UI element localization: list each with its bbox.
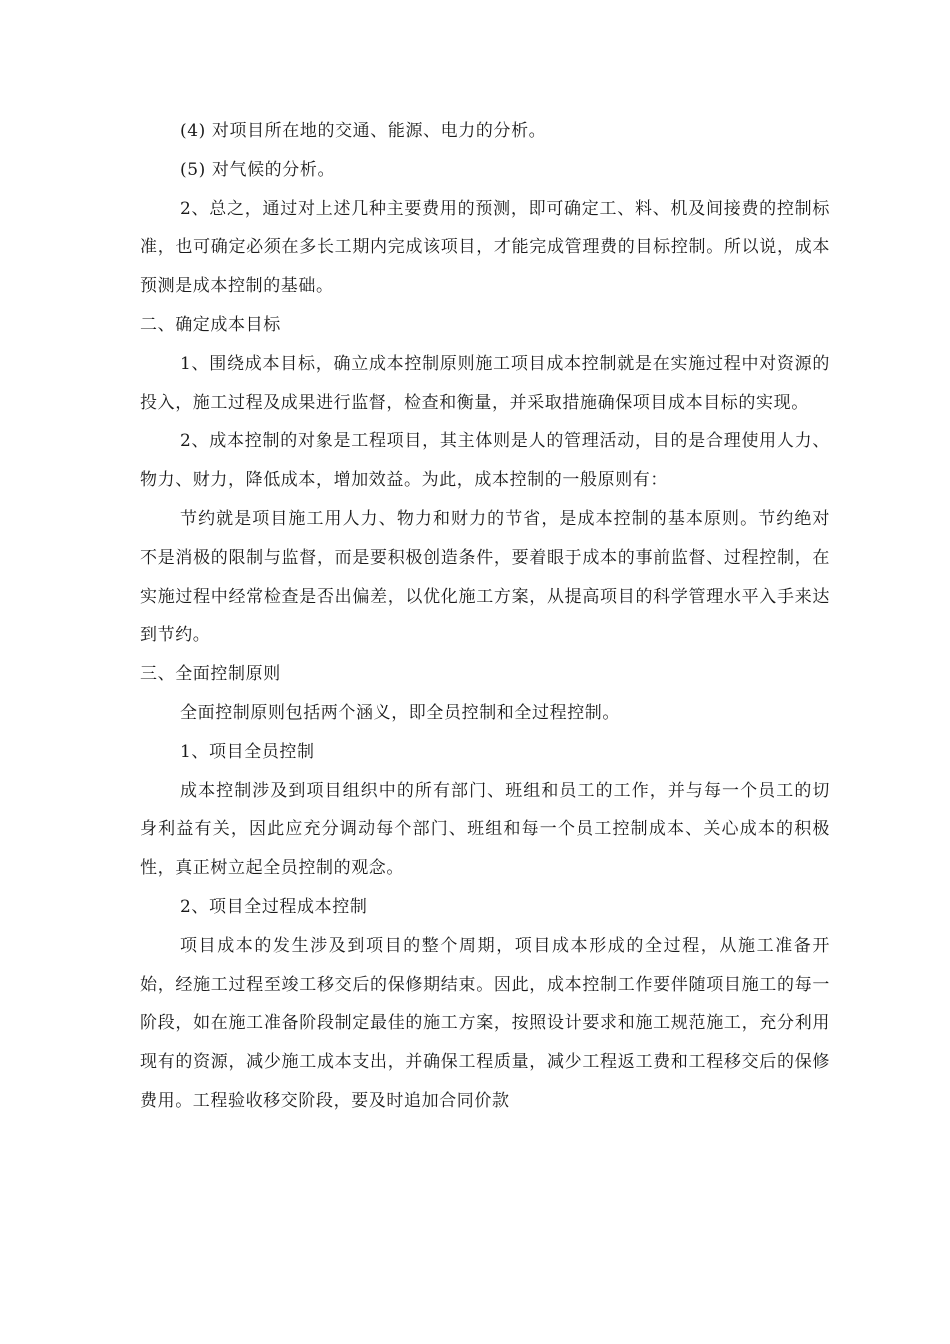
subheading-full-process-control: 2、项目全过程成本控制	[180, 896, 368, 917]
section-heading-full-control: 三、全面控制原则	[140, 664, 281, 685]
paragraph-control-object: 2、成本控制的对象是工程项目，其主体则是人的管理活动，目的是合理使用人力、物力、财力，降低成本，增加效益。为此，成本控制的一般原则有：	[140, 431, 830, 491]
section-heading-cost-target: 二、确定成本目标	[140, 314, 281, 335]
paragraph-cost-principle: 1、围绕成本目标，确立成本控制原则施工项目成本控制就是在实施过程中对资源的投入，施工过程及成果进行监督，检查和衡量，并采取措施确保项目成本目标的实现。	[140, 353, 830, 413]
paragraph-saving-principle: 节约就是项目施工用人力、物力和财力的节省，是成本控制的基本原则。节约绝对不是消极的限制与监督，而是要积极创造条件，要着眼于成本的事前监督、过程控制，在实施过程中经常检查是否出偏差，以优化施工方案，从提高项目的科学管理水平入手来达到节约。	[140, 508, 830, 646]
document-page	[140, 112, 830, 1121]
paragraph-analysis-climate: (5) 对气候的分析。	[180, 159, 336, 180]
paragraph-all-staff-control: 成本控制涉及到项目组织中的所有部门、班组和员工的工作，并与每一个员工的切身利益有关，因此应充分调动每个部门、班组和每一个员工控制成本、关心成本的积极性，真正树立起全员控制的观念。	[140, 780, 830, 879]
paragraph-summary: 2、总之，通过对上述几种主要费用的预测，即可确定工、料、机及间接费的控制标准，也可确定必须在多长工期内完成该项目，才能完成管理费的目标控制。所以说，成本预测是成本控制的基础。	[140, 198, 830, 297]
paragraph-analysis-transport: (4) 对项目所在地的交通、能源、电力的分析。	[180, 121, 547, 141]
paragraph-full-process-control: 项目成本的发生涉及到项目的整个周期，项目成本形成的全过程，从施工准备开始，经施工过程至竣工移交后的保修期结束。因此，成本控制工作要伴随项目施工的每一阶段，如在施工准备阶段制定最佳的施工方案，按照设计要求和施工规范施工，充分利用现有的资源，减少施工成本支出，并确保工程质量，减少工程返工费和工程移交后的保修费用。工程验收移交阶段，要及时追加合同价款	[140, 935, 830, 1111]
subheading-all-staff-control: 1、项目全员控制	[180, 741, 315, 762]
paragraph-full-control-intro: 全面控制原则包括两个涵义，即全员控制和全过程控制。	[180, 702, 620, 723]
